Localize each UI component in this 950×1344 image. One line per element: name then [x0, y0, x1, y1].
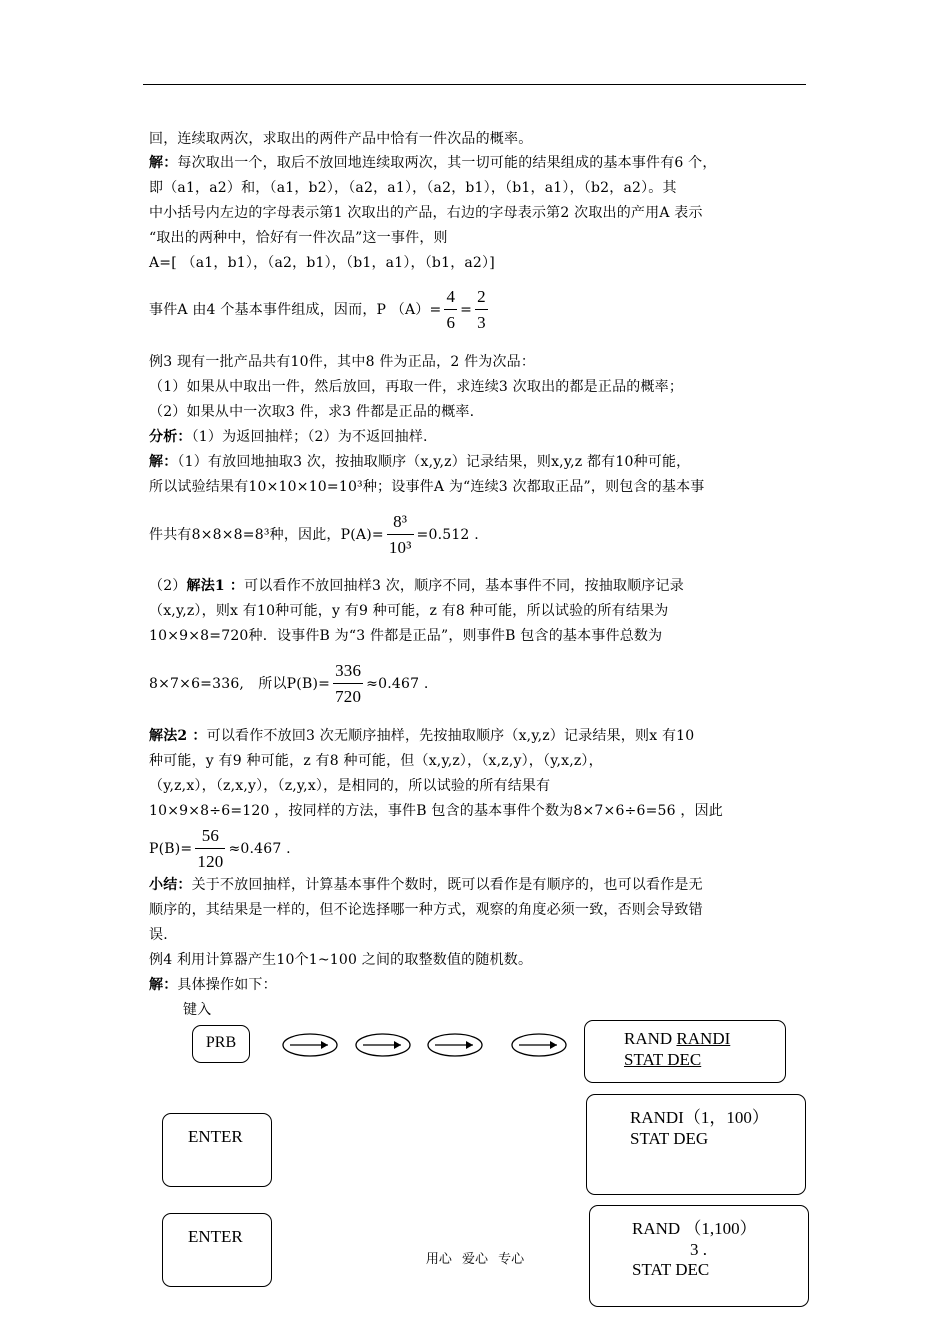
- text-line: 10×9×8÷6=120 ，按同样的方法，事件B 包含的基本事件个数为8×7×6÷6=56 ，因此: [149, 803, 723, 819]
- arrow-right-icon: [282, 1033, 338, 1057]
- text-line: 即（a1，a2）和，（a1，b2），（a2，a1），（a2，b1），（b1，a1），（b2，a2）。其: [149, 180, 677, 196]
- text-line: 回，连续取两次，求取出的两件产品中恰有一件次品的概率。: [149, 131, 533, 147]
- fraction: $\frac{4}{6}$: [446, 287, 456, 332]
- solution-label: 解：: [149, 454, 178, 470]
- summary-label: 小结：: [149, 877, 192, 893]
- probability-line: 件共有8×8×8=8³种，因此，P(A)= $\frac{\text{8³}}{\text{10³}}$ =0.512 .: [149, 512, 479, 557]
- calculator-display-2: RANDI（1，100） STAT DEG: [586, 1094, 806, 1195]
- text-line: “取出的两种中，恰好有一件次品”这一事件，则: [149, 230, 448, 246]
- text-line: （1）如果从中取出一件，然后放回，再取一件，求连续3 次取出的都是正品的概率；: [149, 379, 684, 395]
- example-heading: 例3 现有一批产品共有10件，其中8 件为正品，2 件为次品：: [149, 354, 536, 370]
- text-line: 解：每次取出一个，取后不放回地连续取两次，其一切可能的结果组成的基本事件有6 个，: [149, 155, 717, 171]
- fraction: $\frac{56}{120}$: [197, 826, 224, 871]
- arrow-right-icon: [355, 1033, 411, 1057]
- text-line: （2）如果从中一次取3 件，求3 件都是正品的概率.: [149, 404, 475, 420]
- fraction: $\frac{\text{8³}}{\text{10³}}$: [388, 512, 412, 557]
- analysis-label: 分析：: [149, 429, 192, 445]
- text-line: 分析：（1）为返回抽样；（2）为不返回抽样.: [149, 429, 428, 445]
- text-line: 解法2 ：可以看作不放回3 次无顺序抽样，先按抽取顺序（x,y,z）记录结果，则x 有10: [149, 728, 695, 744]
- calculator-display-1: RAND RANDI STAT DEC: [584, 1020, 786, 1083]
- method-label: 解法1 ：: [186, 578, 245, 594]
- text-line: 误.: [149, 927, 168, 943]
- calculator-display-3: RAND （1,100） 3 . STAT DEC: [589, 1205, 809, 1307]
- prb-key: PRB: [192, 1025, 250, 1063]
- text-line: （x,y,z），则x 有10种可能，y 有9 种可能，z 有8 种可能，所以试验的所有结果为: [149, 603, 669, 619]
- fraction: $\frac{336}{720}$: [335, 661, 362, 706]
- solution-label: 解：: [149, 977, 178, 993]
- text-line: 种可能，y 有9 种可能，z 有8 种可能，但（x,y,z），（x,z,y），（y,x,z），: [149, 753, 603, 769]
- probability-line: P(B)= $\frac{56}{120}$ ≈0.467 .: [149, 826, 291, 871]
- method-label: 解法2 ：: [149, 728, 207, 744]
- text-line: （y,z,x），（z,x,y），（z,y,x），是相同的，所以试验的所有结果有: [149, 778, 551, 794]
- solution-label: 解：: [149, 155, 178, 171]
- fraction: $\frac{2}{3}$: [477, 287, 486, 332]
- text-line: 小结：关于不放回抽样，计算基本事件个数时，既可以看作是有顺序的，也可以看作是无: [149, 877, 703, 893]
- text-line: 所以试验结果有10×10×10=10³种；设事件A 为“连续3 次都取正品”，则包含的基本事: [149, 479, 705, 495]
- arrow-right-icon: [427, 1033, 483, 1057]
- text-line: 顺序的，其结果是一样的，但不论选择哪一种方式，观察的角度必须一致，否则会导致错: [149, 902, 703, 918]
- text-line: 10×9×8=720种．设事件B 为“3 件都是正品”，则事件B 包含的基本事件总数为: [149, 628, 663, 644]
- probability-line: 8×7×6=336, 所以P(B)= $\frac{336}{720}$ ≈0.467 .: [149, 661, 429, 706]
- example-heading: 例4 利用计算器产生10个1~100 之间的取整数值的随机数。: [149, 952, 533, 968]
- probability-line: 事件A 由4 个基本事件组成，因而，P （A）= $\frac{4}{6}$ = $\frac{2}{3}$: [149, 287, 486, 332]
- key-in-label: 键入: [183, 1002, 212, 1018]
- arrow-right-icon: [511, 1033, 567, 1057]
- text-line: 解：（1）有放回地抽取3 次，按抽取顺序（x,y,z）记录结果，则x,y,z 都有10种可能，: [149, 454, 691, 470]
- text-line: A=[ （a1，b1），（a2，b1），（b1，a1），（b1，a2）]: [149, 255, 495, 271]
- enter-key: ENTER: [162, 1113, 272, 1187]
- text-line: 解：具体操作如下：: [149, 977, 277, 993]
- header-rule: [143, 84, 806, 85]
- enter-key: ENTER: [162, 1213, 272, 1287]
- text-line: 中小括号内左边的字母表示第1 次取出的产品，右边的字母表示第2 次取出的产用A 表示: [149, 205, 703, 221]
- text-line: （2）解法1 ：可以看作不放回抽样3 次，顺序不同，基本事件不同，按抽取顺序记录: [149, 578, 684, 594]
- page-footer: 用心 爱心 专心: [425, 1252, 525, 1267]
